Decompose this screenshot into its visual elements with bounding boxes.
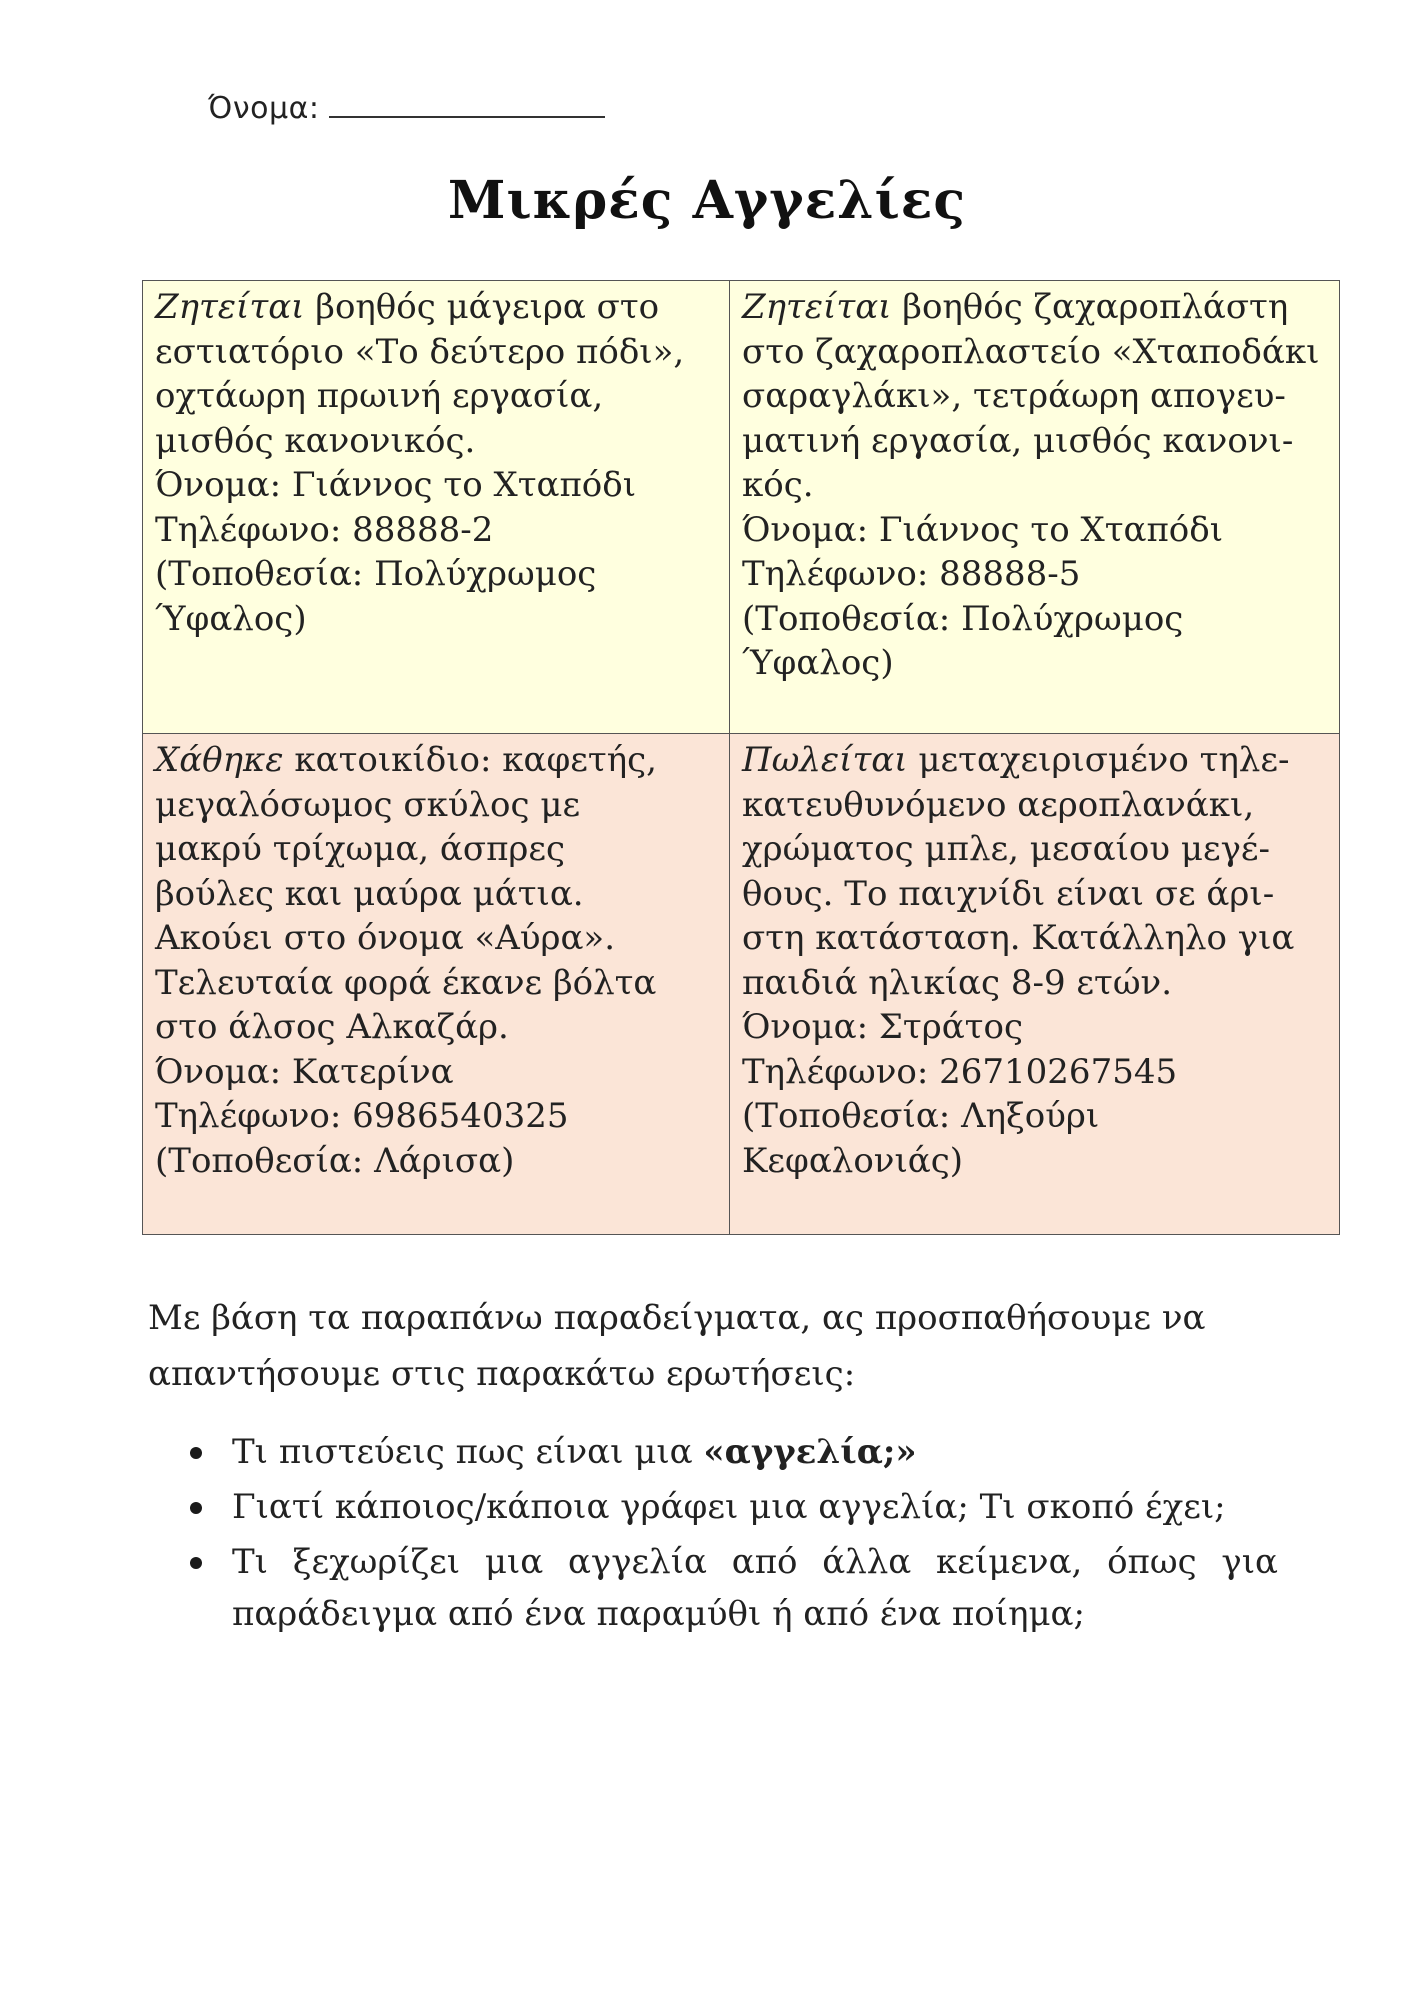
intro-paragraph xyxy=(148,1290,1278,1402)
bullet-icon xyxy=(190,1447,202,1459)
question-text: παράδειγμα από ένα παραμύθι ή από ένα ποίημα; xyxy=(232,1594,1085,1634)
ad-line: μεγαλόσωμος σκύλος με xyxy=(155,784,581,825)
ad-cell-cook-helper xyxy=(143,281,730,734)
intro-line: απαντήσουμε στις παρακάτω ερωτήσεις: xyxy=(148,1354,856,1394)
ad-lead: Πωλείται xyxy=(742,740,908,780)
question-text: Τι ξεχωρίζει μια αγγελία από άλλα κείμενα, όπως για xyxy=(232,1542,1278,1582)
ad-lead: Ζητείται xyxy=(155,287,305,327)
ads-row-top xyxy=(143,281,1340,734)
ad-line: στη κατάσταση. Κατάλληλο για xyxy=(742,918,1295,958)
ad-line: βούλες και μαύρα μάτια. xyxy=(155,873,584,914)
ad-contact-phone: Τηλέφωνο: 26710267545 xyxy=(742,1051,1178,1092)
ad-line: Ζητείται βοηθός ζαχαροπλάστη xyxy=(742,287,1289,327)
question-item xyxy=(148,1481,1278,1533)
questions-list xyxy=(148,1426,1278,1643)
intro-line: Με βάση τα παραπάνω παραδείγματα, ας προσπαθήσουμε να xyxy=(148,1298,1206,1338)
question-item xyxy=(148,1426,1278,1478)
ad-contact-phone: Τηλέφωνο: 88888-5 xyxy=(742,554,1081,594)
name-field xyxy=(208,88,605,126)
ad-line: χρώματος μπλε, μεσαίου μεγέ- xyxy=(742,829,1271,869)
ad-location: Κεφαλονιάς) xyxy=(742,1140,964,1181)
ad-line: παιδιά ηλικίας 8-9 ετών. xyxy=(742,962,1173,1003)
ad-location: (Τοποθεσία: Λάρισα) xyxy=(155,1140,515,1181)
ad-location: Ύφαλος) xyxy=(742,643,894,683)
ad-contact-phone: Τηλέφωνο: 88888-2 xyxy=(155,509,494,550)
ad-line: Τελευταία φορά έκανε βόλτα xyxy=(155,962,657,1003)
ad-line: Χάθηκε κατοικίδιο: καφετής, xyxy=(155,740,657,780)
ad-line: μισθός κανονικός. xyxy=(155,420,476,461)
ad-contact-phone: Τηλέφωνο: 6986540325 xyxy=(155,1096,569,1136)
ad-contact-name: Όνομα: Γιάννος το Χταπόδι xyxy=(742,509,1224,550)
ad-contact-name: Όνομα: Στράτος xyxy=(742,1007,1023,1047)
ad-line: ματινή εργασία, μισθός κανονι- xyxy=(742,420,1294,461)
ad-line: κός. xyxy=(742,465,814,505)
ad-contact-name: Όνομα: Γιάννος το Χταπόδι xyxy=(155,465,637,505)
ad-line: Πωλείται μεταχειρισμένο τηλε- xyxy=(742,740,1290,780)
ad-lead: Ζητείται xyxy=(742,287,892,327)
name-label: Όνομα: xyxy=(208,91,320,126)
name-blank-line[interactable] xyxy=(329,88,605,118)
ad-line: Ακούει στο όνομα «Αύρα». xyxy=(155,918,616,958)
page-title: Μικρές Αγγελίες xyxy=(447,170,967,231)
ad-contact-name: Όνομα: Κατερίνα xyxy=(155,1051,454,1092)
ad-line: στο ζαχαροπλαστείο «Χταποδάκι xyxy=(742,331,1320,372)
ad-line: σαραγλάκι», τετράωρη απογευ- xyxy=(742,376,1286,416)
ads-row-bottom xyxy=(143,734,1340,1235)
ad-line: Ζητείται βοηθός μάγειρα στο xyxy=(155,287,660,327)
bullet-icon xyxy=(190,1557,202,1569)
ad-line: μακρύ τρίχωμα, άσπρες xyxy=(155,829,566,869)
ad-cell-lost-pet xyxy=(143,734,730,1235)
ad-line: εστιατόριο «Το δεύτερο πόδι», xyxy=(155,331,685,372)
question-item xyxy=(148,1536,1278,1640)
ad-line: οχτάωρη πρωινή εργασία, xyxy=(155,376,604,416)
ad-location: (Τοποθεσία: Πολύχρωμος xyxy=(742,598,1184,639)
question-text: Τι πιστεύεις πως είναι μια xyxy=(232,1432,704,1472)
question-text: Γιατί κάποιος/κάποια γράφει μια αγγελία; Τι σκοπό έχει; xyxy=(232,1487,1226,1527)
ad-location: (Τοποθεσία: Πολύχρωμος xyxy=(155,554,597,594)
ad-location: Ύφαλος) xyxy=(155,598,307,639)
ad-line: στο άλσος Αλκαζάρ. xyxy=(155,1007,509,1047)
ad-line: κατευθυνόμενο αεροπλανάκι, xyxy=(742,784,1255,825)
ad-cell-toy-plane-sale xyxy=(730,734,1340,1235)
bullet-icon xyxy=(190,1502,202,1514)
ad-cell-pastry-helper xyxy=(730,281,1340,734)
ad-line: θους. Το παιχνίδι είναι σε άρι- xyxy=(742,873,1275,914)
ad-location: (Τοποθεσία: Ληξούρι xyxy=(742,1096,1100,1136)
question-keyword: «αγγελία;» xyxy=(703,1432,917,1472)
ads-table xyxy=(142,280,1340,1235)
ad-lead: Χάθηκε xyxy=(155,740,284,780)
